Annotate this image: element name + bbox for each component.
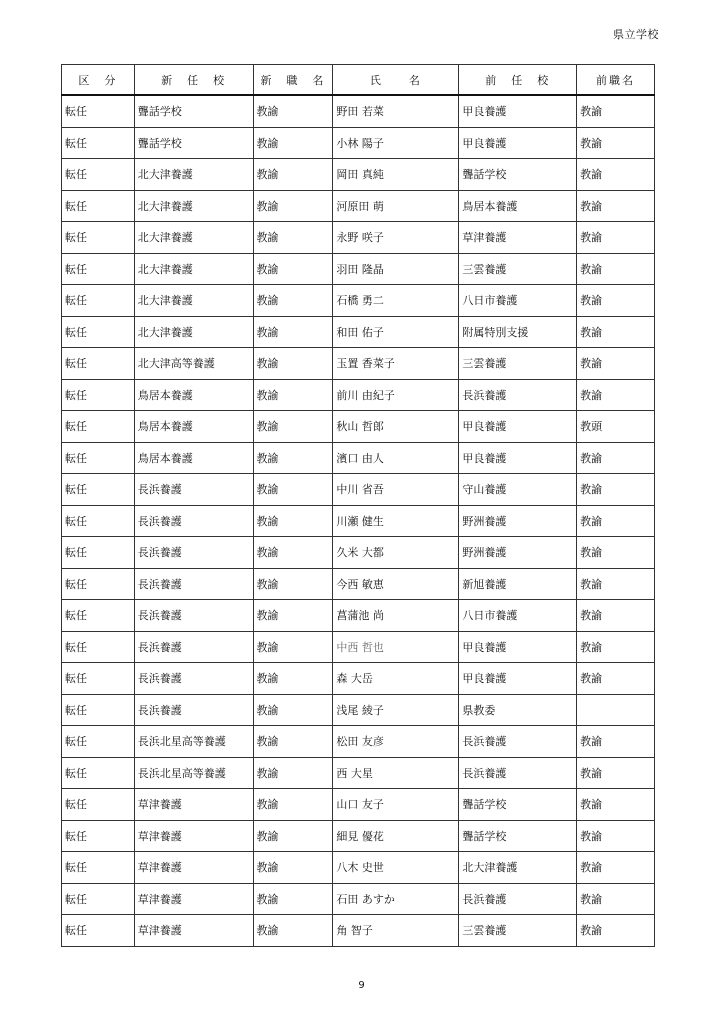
new-school-cell: 鳥居本養護 bbox=[134, 442, 253, 474]
previous-school-cell: 野洲養護 bbox=[459, 537, 577, 569]
new-school-cell: 聾話学校 bbox=[134, 95, 253, 127]
table-row bbox=[62, 694, 655, 726]
name-cell: 河原田 萌 bbox=[333, 190, 459, 222]
table-row bbox=[62, 883, 655, 915]
previous-position-cell: 教諭 bbox=[577, 789, 655, 821]
table-row bbox=[62, 820, 655, 852]
previous-position-cell: 教諭 bbox=[577, 600, 655, 632]
previous-position-cell: 教諭 bbox=[577, 631, 655, 663]
new-school-cell: 北大津養護 bbox=[134, 159, 253, 191]
new-school-cell: 長浜養護 bbox=[134, 694, 253, 726]
new-position-cell: 教諭 bbox=[253, 820, 333, 852]
previous-school-cell: 甲良養護 bbox=[459, 663, 577, 695]
name-cell: 森 大岳 bbox=[333, 663, 459, 695]
new-school-cell: 長浜養護 bbox=[134, 505, 253, 537]
column-header-previous-position: 前職名 bbox=[577, 65, 655, 96]
name-cell: 今西 敏恵 bbox=[333, 568, 459, 600]
name-cell: 細見 優花 bbox=[333, 820, 459, 852]
column-header-category: 区 分 bbox=[62, 65, 135, 96]
new-position-cell: 教諭 bbox=[253, 789, 333, 821]
name-cell: 八木 史世 bbox=[333, 852, 459, 884]
new-position-cell: 教諭 bbox=[253, 253, 333, 285]
category-cell: 転任 bbox=[62, 95, 135, 127]
new-school-cell: 北大津養護 bbox=[134, 222, 253, 254]
previous-school-cell: 長浜養護 bbox=[459, 757, 577, 789]
previous-school-cell: 三雲養護 bbox=[459, 348, 577, 380]
new-position-cell: 教諭 bbox=[253, 316, 333, 348]
new-school-cell: 北大津養護 bbox=[134, 285, 253, 317]
name-cell: 久米 大都 bbox=[333, 537, 459, 569]
new-school-cell: 長浜養護 bbox=[134, 474, 253, 506]
table-row bbox=[62, 190, 655, 222]
new-position-cell: 教諭 bbox=[253, 537, 333, 569]
table-row bbox=[62, 915, 655, 947]
previous-school-cell: 鳥居本養護 bbox=[459, 190, 577, 222]
new-school-cell: 鳥居本養護 bbox=[134, 411, 253, 443]
previous-position-cell: 教諭 bbox=[577, 222, 655, 254]
new-school-cell: 草津養護 bbox=[134, 883, 253, 915]
previous-position-cell: 教諭 bbox=[577, 568, 655, 600]
previous-school-cell: 八日市養護 bbox=[459, 600, 577, 632]
previous-position-cell: 教諭 bbox=[577, 537, 655, 569]
new-school-cell: 長浜北星高等養護 bbox=[134, 757, 253, 789]
category-cell: 転任 bbox=[62, 379, 135, 411]
name-cell: 秋山 哲郎 bbox=[333, 411, 459, 443]
previous-school-cell: 野洲養護 bbox=[459, 505, 577, 537]
table-row bbox=[62, 852, 655, 884]
table-row bbox=[62, 789, 655, 821]
previous-position-cell: 教諭 bbox=[577, 253, 655, 285]
previous-school-cell: 北大津養護 bbox=[459, 852, 577, 884]
category-cell: 転任 bbox=[62, 190, 135, 222]
name-cell: 菖蒲池 尚 bbox=[333, 600, 459, 632]
page-label: 県立学校 bbox=[613, 28, 659, 41]
previous-school-cell: 甲良養護 bbox=[459, 95, 577, 127]
name-cell: 濱口 由人 bbox=[333, 442, 459, 474]
new-school-cell: 鳥居本養護 bbox=[134, 379, 253, 411]
table-row bbox=[62, 442, 655, 474]
previous-position-cell: 教諭 bbox=[577, 663, 655, 695]
column-header-new-position: 新 職 名 bbox=[253, 65, 333, 96]
category-cell: 転任 bbox=[62, 568, 135, 600]
name-cell: 小林 陽子 bbox=[333, 127, 459, 159]
category-cell: 転任 bbox=[62, 316, 135, 348]
name-cell: 羽田 隆晶 bbox=[333, 253, 459, 285]
category-cell: 転任 bbox=[62, 127, 135, 159]
new-position-cell: 教諭 bbox=[253, 915, 333, 947]
previous-position-cell: 教諭 bbox=[577, 190, 655, 222]
table-row bbox=[62, 631, 655, 663]
category-cell: 転任 bbox=[62, 757, 135, 789]
category-cell: 転任 bbox=[62, 222, 135, 254]
name-cell: 永野 咲子 bbox=[333, 222, 459, 254]
previous-position-cell: 教諭 bbox=[577, 757, 655, 789]
new-position-cell: 教諭 bbox=[253, 852, 333, 884]
table-row bbox=[62, 285, 655, 317]
category-cell: 転任 bbox=[62, 285, 135, 317]
name-cell: 野田 若菜 bbox=[333, 95, 459, 127]
category-cell: 転任 bbox=[62, 694, 135, 726]
new-school-cell: 長浜養護 bbox=[134, 600, 253, 632]
table-row bbox=[62, 411, 655, 443]
previous-school-cell: 三雲養護 bbox=[459, 915, 577, 947]
category-cell: 転任 bbox=[62, 820, 135, 852]
category-cell: 転任 bbox=[62, 411, 135, 443]
previous-school-cell: 守山養護 bbox=[459, 474, 577, 506]
table-body bbox=[62, 95, 655, 946]
category-cell: 転任 bbox=[62, 631, 135, 663]
previous-position-cell: 教諭 bbox=[577, 379, 655, 411]
name-cell: 前川 由紀子 bbox=[333, 379, 459, 411]
name-cell: 石橋 勇二 bbox=[333, 285, 459, 317]
previous-position-cell: 教諭 bbox=[577, 915, 655, 947]
new-position-cell: 教諭 bbox=[253, 127, 333, 159]
previous-school-cell: 甲良養護 bbox=[459, 411, 577, 443]
table-row bbox=[62, 663, 655, 695]
new-position-cell: 教諭 bbox=[253, 505, 333, 537]
column-header-name: 氏 名 bbox=[333, 65, 459, 96]
new-position-cell: 教諭 bbox=[253, 883, 333, 915]
new-school-cell: 北大津養護 bbox=[134, 316, 253, 348]
table-row bbox=[62, 348, 655, 380]
previous-school-cell: 草津養護 bbox=[459, 222, 577, 254]
column-header-new-school: 新 任 校 bbox=[134, 65, 253, 96]
category-cell: 転任 bbox=[62, 159, 135, 191]
name-cell: 玉置 香菜子 bbox=[333, 348, 459, 380]
new-school-cell: 長浜養護 bbox=[134, 631, 253, 663]
name-cell: 和田 佑子 bbox=[333, 316, 459, 348]
header-row bbox=[62, 65, 655, 96]
new-position-cell: 教諭 bbox=[253, 694, 333, 726]
new-position-cell: 教諭 bbox=[253, 190, 333, 222]
table-row bbox=[62, 505, 655, 537]
category-cell: 転任 bbox=[62, 348, 135, 380]
table-row bbox=[62, 222, 655, 254]
new-position-cell: 教諭 bbox=[253, 568, 333, 600]
previous-position-cell: 教諭 bbox=[577, 474, 655, 506]
previous-position-cell: 教諭 bbox=[577, 316, 655, 348]
new-school-cell: 長浜北星高等養護 bbox=[134, 726, 253, 758]
new-position-cell: 教諭 bbox=[253, 757, 333, 789]
previous-school-cell: 聾話学校 bbox=[459, 820, 577, 852]
new-school-cell: 聾話学校 bbox=[134, 127, 253, 159]
new-school-cell: 草津養護 bbox=[134, 820, 253, 852]
new-school-cell: 北大津高等養護 bbox=[134, 348, 253, 380]
category-cell: 転任 bbox=[62, 663, 135, 695]
previous-school-cell: 県教委 bbox=[459, 694, 577, 726]
new-position-cell: 教諭 bbox=[253, 474, 333, 506]
table-row bbox=[62, 127, 655, 159]
name-cell: 松田 友彦 bbox=[333, 726, 459, 758]
table-row bbox=[62, 316, 655, 348]
category-cell: 転任 bbox=[62, 915, 135, 947]
category-cell: 転任 bbox=[62, 505, 135, 537]
new-position-cell: 教諭 bbox=[253, 95, 333, 127]
previous-position-cell: 教諭 bbox=[577, 820, 655, 852]
new-position-cell: 教諭 bbox=[253, 222, 333, 254]
new-position-cell: 教諭 bbox=[253, 726, 333, 758]
new-position-cell: 教諭 bbox=[253, 411, 333, 443]
page-number: 9 bbox=[358, 980, 365, 991]
category-cell: 転任 bbox=[62, 442, 135, 474]
previous-school-cell: 附属特別支援 bbox=[459, 316, 577, 348]
new-school-cell: 草津養護 bbox=[134, 789, 253, 821]
category-cell: 転任 bbox=[62, 537, 135, 569]
previous-school-cell: 聾話学校 bbox=[459, 159, 577, 191]
previous-position-cell: 教諭 bbox=[577, 442, 655, 474]
name-cell: 山口 友子 bbox=[333, 789, 459, 821]
previous-school-cell: 甲良養護 bbox=[459, 631, 577, 663]
table-row bbox=[62, 95, 655, 127]
category-cell: 転任 bbox=[62, 474, 135, 506]
table-row bbox=[62, 379, 655, 411]
new-school-cell: 長浜養護 bbox=[134, 537, 253, 569]
new-school-cell: 北大津養護 bbox=[134, 253, 253, 285]
new-position-cell: 教諭 bbox=[253, 348, 333, 380]
category-cell: 転任 bbox=[62, 789, 135, 821]
previous-position-cell: 教諭 bbox=[577, 505, 655, 537]
new-position-cell: 教諭 bbox=[253, 663, 333, 695]
table-row bbox=[62, 159, 655, 191]
table-row bbox=[62, 568, 655, 600]
new-school-cell: 北大津養護 bbox=[134, 190, 253, 222]
name-cell: 西 大星 bbox=[333, 757, 459, 789]
column-header-previous-school: 前 任 校 bbox=[459, 65, 577, 96]
name-cell: 岡田 真純 bbox=[333, 159, 459, 191]
new-position-cell: 教諭 bbox=[253, 159, 333, 191]
new-school-cell: 長浜養護 bbox=[134, 663, 253, 695]
previous-position-cell: 教諭 bbox=[577, 95, 655, 127]
new-position-cell: 教諭 bbox=[253, 600, 333, 632]
previous-position-cell bbox=[577, 694, 655, 726]
previous-school-cell: 八日市養護 bbox=[459, 285, 577, 317]
new-position-cell: 教諭 bbox=[253, 379, 333, 411]
previous-school-cell: 甲良養護 bbox=[459, 127, 577, 159]
table-row bbox=[62, 474, 655, 506]
personnel-table bbox=[61, 64, 655, 947]
previous-position-cell: 教諭 bbox=[577, 883, 655, 915]
table-row bbox=[62, 600, 655, 632]
new-position-cell: 教諭 bbox=[253, 285, 333, 317]
previous-position-cell: 教諭 bbox=[577, 159, 655, 191]
name-cell: 浅尾 綾子 bbox=[333, 694, 459, 726]
name-cell: 中西 哲也 bbox=[333, 631, 459, 663]
previous-position-cell: 教諭 bbox=[577, 285, 655, 317]
previous-school-cell: 長浜養護 bbox=[459, 726, 577, 758]
previous-position-cell: 教頭 bbox=[577, 411, 655, 443]
name-cell: 中川 省吾 bbox=[333, 474, 459, 506]
category-cell: 転任 bbox=[62, 883, 135, 915]
table-row bbox=[62, 537, 655, 569]
category-cell: 転任 bbox=[62, 253, 135, 285]
category-cell: 転任 bbox=[62, 600, 135, 632]
previous-school-cell: 三雲養護 bbox=[459, 253, 577, 285]
new-school-cell: 長浜養護 bbox=[134, 568, 253, 600]
previous-position-cell: 教諭 bbox=[577, 127, 655, 159]
previous-position-cell: 教諭 bbox=[577, 852, 655, 884]
previous-school-cell: 聾話学校 bbox=[459, 789, 577, 821]
name-cell: 川瀬 健生 bbox=[333, 505, 459, 537]
name-cell: 角 智子 bbox=[333, 915, 459, 947]
previous-position-cell: 教諭 bbox=[577, 348, 655, 380]
new-school-cell: 草津養護 bbox=[134, 852, 253, 884]
new-position-cell: 教諭 bbox=[253, 631, 333, 663]
table-header bbox=[62, 65, 655, 96]
previous-school-cell: 長浜養護 bbox=[459, 883, 577, 915]
new-school-cell: 草津養護 bbox=[134, 915, 253, 947]
previous-school-cell: 長浜養護 bbox=[459, 379, 577, 411]
category-cell: 転任 bbox=[62, 852, 135, 884]
table-row bbox=[62, 726, 655, 758]
name-cell: 石田 あすか bbox=[333, 883, 459, 915]
previous-position-cell: 教諭 bbox=[577, 726, 655, 758]
previous-school-cell: 甲良養護 bbox=[459, 442, 577, 474]
previous-school-cell: 新旭養護 bbox=[459, 568, 577, 600]
table-row bbox=[62, 253, 655, 285]
table-row bbox=[62, 757, 655, 789]
category-cell: 転任 bbox=[62, 726, 135, 758]
new-position-cell: 教諭 bbox=[253, 442, 333, 474]
